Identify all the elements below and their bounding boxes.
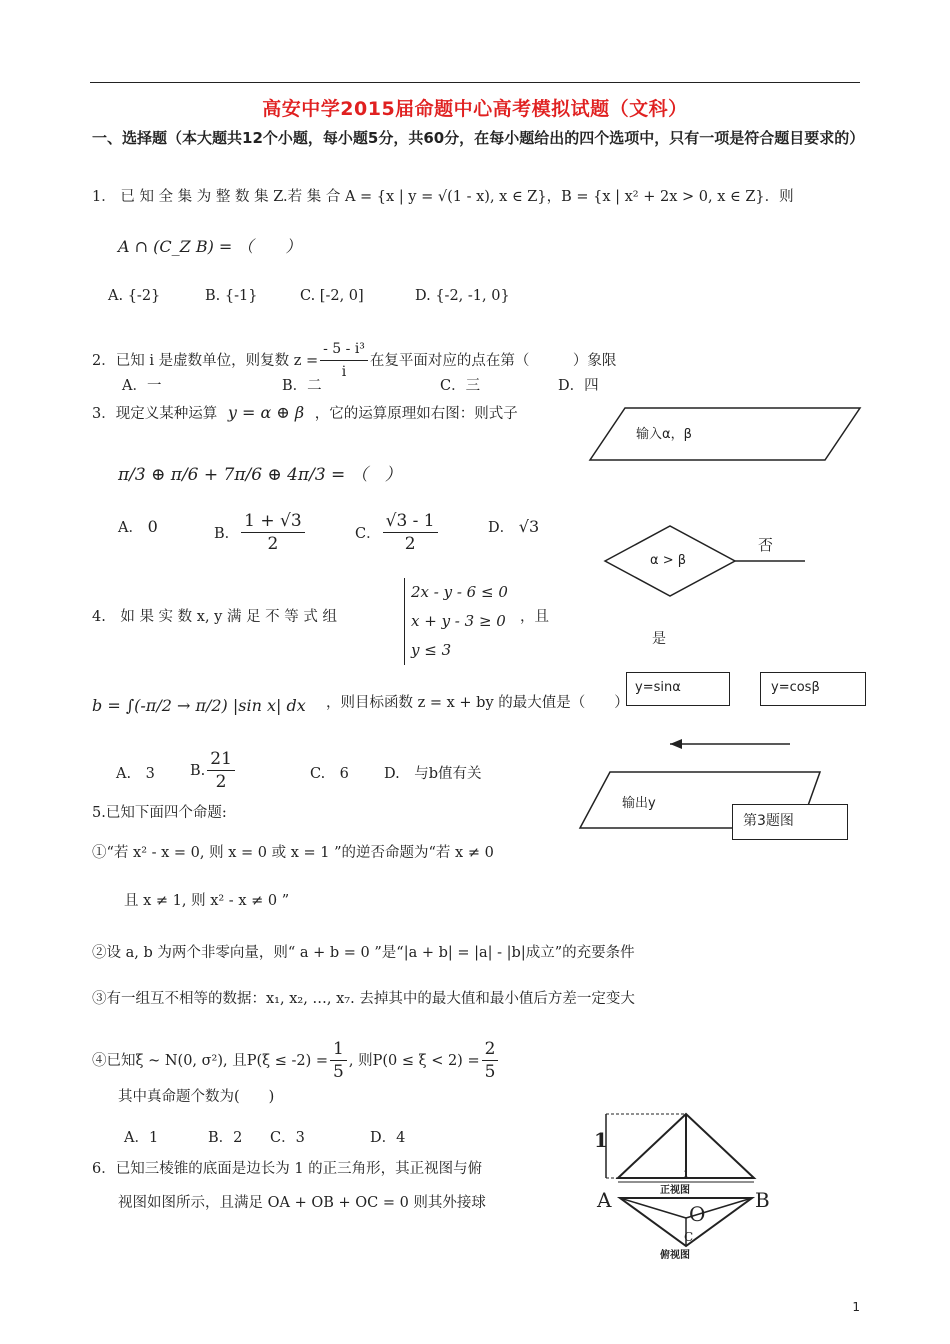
q4-stem-b: ，且 (520, 609, 549, 625)
q3-stem-a: 3．现定义某种运算 (92, 406, 218, 422)
q5-prop-4-num-1: 1 (330, 1038, 347, 1061)
q2-option-c: C．三 (440, 378, 481, 394)
fig6-front-view-label: 正视图 (660, 1185, 690, 1196)
q2-option-d: D．四 (558, 378, 599, 394)
q1-option-b: B. {-1} (205, 288, 258, 304)
q3-option-c (355, 510, 440, 555)
q4-option-b (190, 748, 237, 793)
q4-option-b-label: B. (190, 762, 206, 779)
q5-prop-4a: ④已知ξ ~ N(0, σ²), 且P(ξ ≤ -2) = (92, 1052, 329, 1069)
q4-option-a: A. 3 (116, 766, 155, 782)
q3-option-b (214, 510, 307, 555)
q5-prop-4-den-2: 5 (484, 1062, 496, 1082)
q5-prop-4b: , 则P(0 ≤ ξ < 2) = (348, 1052, 480, 1069)
q4-stem-c: ，则目标函数 z = x + by 的最大值是（ ） (326, 695, 629, 711)
q3-option-b-num: 1 + √3 (241, 510, 305, 533)
flow-arrowhead (670, 739, 682, 749)
q6-line-1: 6．已知三棱锥的底面是边长为 1 的正三角形，其正视图与俯 (92, 1161, 483, 1177)
q5-prop-1a: ①“若 x² - x = 0, 则 x = 0 或 x = 1 ”的逆否命题为“若 x ≠ 0 (92, 845, 494, 861)
q3-option-d-label: D． (488, 520, 515, 536)
q3-option-a-value: 0 (147, 517, 158, 536)
q1-option-a: A. {-2} (108, 288, 161, 304)
q5-prop-1b: 且 x ≠ 1, 则 x² - x ≠ 0 ” (124, 893, 290, 909)
q2-option-b: B．二 (282, 378, 322, 394)
q4-option-b-num: 21 (207, 748, 235, 771)
q3-operator: y = α ⊕ β (227, 403, 305, 422)
page-title: 高安中学2015届命题中心高考模拟试题（文科） (262, 98, 688, 120)
q4-stem-a: 4. 如 果 实 数 x, y 满 足 不 等 式 组 (92, 609, 338, 625)
fig6-top-view-label: 俯视图 (660, 1250, 690, 1261)
q3-option-c-num: √3 - 1 (383, 510, 438, 533)
q4-b-integral: b = ∫(-π/2 → π/2) |sin x| dx (92, 696, 306, 715)
q2-option-a: A．一 (122, 378, 162, 394)
q2-stem (92, 338, 616, 383)
q1-option-d: D. {-2, -1, 0} (415, 288, 510, 304)
q3-option-d-value: √3 (518, 517, 540, 536)
q2-denominator: i (341, 364, 347, 380)
q2-fraction (320, 338, 368, 383)
q4-option-d: D. 与b值有关 (384, 766, 482, 782)
flow-cos-box: y=cosβ (760, 672, 866, 706)
fig6-point-b: B (755, 1188, 770, 1212)
q3-stem (92, 402, 518, 425)
q5-ask: 其中真命题个数为( ) (118, 1089, 275, 1105)
flow-condition-label: α > β (650, 553, 687, 568)
q4-option-b-den: 2 (215, 772, 227, 792)
q3-stem-b: ，它的运算原理如右图：则式子 (314, 406, 518, 422)
q3-expression: π/3 ⊕ π/6 + 7π/6 ⊕ 4π/3 = （ ） (118, 465, 402, 485)
q3-option-d (488, 516, 539, 537)
flow-output-label: 输出y (622, 796, 656, 811)
q3-option-a (118, 516, 158, 537)
fig6-point-a: A (597, 1188, 612, 1212)
q4-inequality-system (404, 578, 508, 665)
q5-prop-2: ②设 a, b 为两个非零向量，则“ a + b = 0 ”是“|a + b| = |a| - |b|成立”的充要条件 (92, 945, 635, 961)
q5-prop-4-num-2: 2 (482, 1038, 499, 1061)
q2-stem-a: 2．已知 i 是虚数单位，则复数 z = (92, 352, 319, 369)
q3-option-a-label: A． (118, 520, 143, 536)
fig6-point-o: O (689, 1202, 706, 1226)
q5-option-a: A．1 (124, 1130, 159, 1146)
q3-option-b-den: 2 (267, 534, 279, 554)
q3-option-c-den: 2 (404, 534, 416, 554)
q3-option-b-fraction (241, 510, 305, 555)
q5-option-d: D．4 (370, 1130, 406, 1146)
flow-input-shape (590, 408, 860, 460)
q1-option-c: C. [-2, 0] (300, 288, 364, 304)
q5-prop-4-den-1: 5 (333, 1062, 344, 1082)
top-view-oa (620, 1198, 686, 1218)
q4-inequality-3: y ≤ 3 (411, 641, 452, 659)
q4-option-c: C. 6 (310, 766, 349, 782)
q3-option-c-fraction (383, 510, 438, 555)
q5-option-b: B．2 (208, 1130, 243, 1146)
q6-line-2: 视图如图所示，且满足 OA + OB + OC = 0 则其外接球 (118, 1195, 486, 1211)
fig6-point-c: C (684, 1230, 694, 1244)
figure-3-caption: 第3题图 (732, 804, 848, 840)
q1-expr: A ∩ (C_Z B) = （ ） (118, 237, 302, 256)
top-rule (90, 82, 860, 83)
q3-option-b-label: B． (214, 526, 240, 542)
page-number: 1 (852, 1300, 860, 1314)
q2-numerator: - 5 - i³ (320, 338, 368, 361)
flow-no-label: 否 (758, 536, 774, 554)
q5-prop-4-frac-2 (482, 1038, 499, 1083)
q3-option-c-label: C． (355, 526, 381, 542)
fig6-width-label: 1 (683, 1170, 689, 1180)
q4-option-b-fraction (207, 748, 235, 793)
q4-inequality-1: 2x - y - 6 ≤ 0 (411, 583, 508, 601)
section-heading: 一、选择题（本大题共12个小题，每小题5分，共60分，在每小题给出的四个选项中，只有一项是符合题目要求的） (92, 129, 865, 147)
q5-stem: 5.已知下面四个命题: (92, 805, 227, 821)
q5-prop-3: ③有一组互不相等的数据：x₁, x₂, …, x₇. 去掉其中的最大值和最小值后方差一定变大 (92, 991, 635, 1007)
q1-stem: 1． 已 知 全 集 为 整 数 集 Z.若 集 合 A = {x | y = √(1 - x), x ∈ Z}，B = {x | x² + 2x > 0, x ∈ Z}．则 (92, 189, 794, 205)
flow-yes-label: 是 (652, 631, 666, 647)
flowchart-figure (570, 398, 870, 848)
q5-prop-4-frac-1 (330, 1038, 347, 1083)
q2-stem-b: 在复平面对应的点在第（ ）象限 (369, 352, 617, 369)
fig6-height-label: 1 (594, 1128, 608, 1152)
q5-prop-4 (92, 1038, 500, 1083)
q5-option-c: C．3 (270, 1130, 305, 1146)
q4-inequality-2: x + y - 3 ≥ 0 (411, 612, 506, 630)
flow-sin-box: y=sinα (626, 672, 730, 706)
flow-input-label: 输入α，β (636, 427, 692, 442)
